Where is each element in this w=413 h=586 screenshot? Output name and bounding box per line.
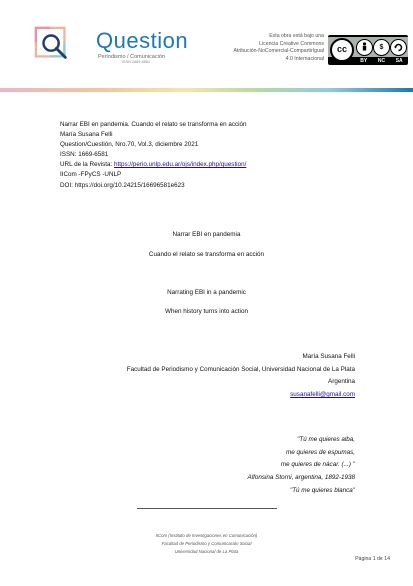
question-logo-icon (34, 26, 72, 64)
license-text (214, 33, 324, 63)
english-subtitle: When history turns into action (165, 308, 248, 315)
epigraph-line: me quieres de espumas, (286, 448, 355, 456)
cc-icon: cc (330, 38, 354, 62)
person-icon (356, 39, 373, 56)
doi-line: DOI: https://doi.org/10.24215/16696581e623 (60, 181, 185, 189)
epigraph-attribution: Alfonsina Storni, argentina, 1892-1938 (247, 474, 355, 482)
license-line: Licencia Creative Commons (259, 40, 324, 47)
epigraph-line: "Tú me quieres alba, (297, 436, 355, 443)
cc-labels (355, 57, 408, 65)
share-alike-icon (390, 39, 407, 56)
issn-line: ISSN: 1669-6581 (60, 151, 109, 159)
page-footer (0, 532, 413, 556)
journal-header (0, 0, 413, 92)
article-title-line: Narrar EBI en pandemia. Cuando el relato se transforma en acción (60, 121, 247, 128)
author-email-link[interactable]: susanafelli@gmail.com (290, 391, 355, 399)
author-line: María Susana Felli (60, 131, 113, 139)
license-line: 4.0 Internacional (285, 55, 324, 62)
footer-university: Universidad Nacional de La Plata (174, 549, 239, 554)
page-number: Página 1 de 14 (355, 556, 390, 562)
institution-line: IICom -FPyCS -UNLP (60, 171, 122, 179)
author-country: Argentina (328, 378, 355, 386)
epigraph-source: "Tú me quieres blanca" (289, 486, 355, 494)
cc-label-sa: SA (395, 58, 403, 64)
journal-issue-line: Question/Cuestión, Nro.70, Vol.3, diciembre 2021 (60, 141, 199, 149)
journal-url-line (60, 160, 247, 170)
brand (96, 30, 188, 64)
brand-subtitle: Periodismo / Comunicación (98, 54, 165, 60)
cc-label-by: BY (360, 58, 368, 64)
brand-name: Question (96, 28, 189, 53)
epigraph-line: me quieres de nácar. (...) " (280, 461, 355, 469)
header-color-bar (0, 88, 413, 92)
footer-faculty: Facultad de Periodismo y Comunicación Social (161, 541, 252, 546)
license-line: Esta obra está bajo una (269, 33, 324, 39)
journal-url-link[interactable]: https://perio.unlp.edu.ar/ojs/index.php/question/ (114, 161, 247, 169)
english-title: Narrating EBI in a pandemic (167, 289, 246, 296)
url-prefix: URL de la Revista: (60, 161, 115, 169)
author-name: María Susana Felli (302, 353, 355, 360)
license-line: Atribución-NoComercial-CompartirIgual (233, 48, 324, 55)
footer-institute: IICom (Instituto de Investigaciones en Comunicación) (155, 533, 258, 538)
spanish-title: Narrar EBI en pandemia (172, 231, 241, 238)
author-block (127, 351, 355, 402)
article-metadata (60, 120, 247, 191)
author-affiliation: Facultad de Periodismo y Comunicación Social, Universidad Nacional de La Plata (126, 365, 355, 373)
footnote-divider (137, 508, 277, 509)
creative-commons-badge[interactable] (328, 35, 408, 65)
epigraph (248, 434, 355, 498)
noncommercial-icon: $ (373, 39, 390, 56)
spanish-subtitle: Cuando el relato se transforma en acción (148, 251, 265, 258)
brand-issn: ISSN 1669-6581 (122, 60, 151, 64)
cc-label-nc: NC (377, 58, 386, 64)
